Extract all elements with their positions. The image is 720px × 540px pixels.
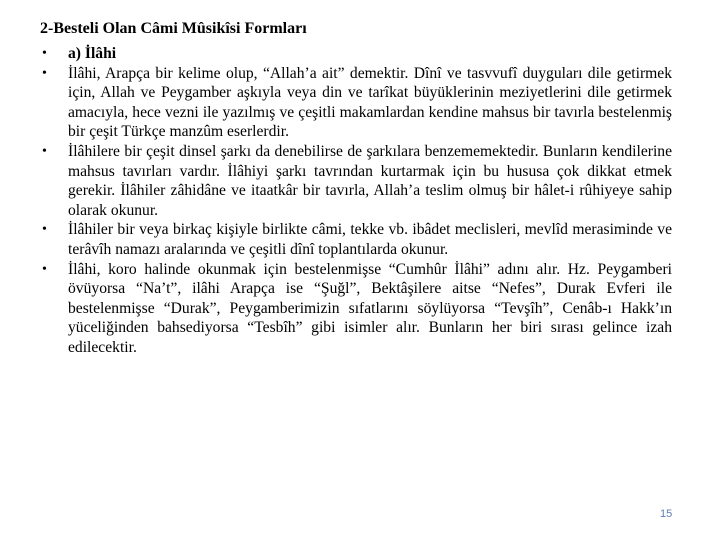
bullet-icon: • [42,46,47,61]
list-item [40,64,672,142]
list-item-text: a) İlâhi [68,45,117,62]
bullet-icon: • [42,222,47,238]
list-item [40,220,672,259]
list-item-text: İlâhilere bir çeşit dinsel şarkı da denebilirse de şarkılara benzememektedir. Bunların kendilerine mahsus tavırları vardır. İlâhiyi şarkı tavrından kurtarmak için bu hususa çok dikkat etmek gerekir. İlâhiler zâhidâne ve itaatkâr bir tavırla, Allah’a teslim olmuş bir hâlet-i rûhiyeye sahip olarak okunur. [68,142,672,219]
bullet-icon: • [42,65,47,81]
list-item-text: İlâhiler bir veya birkaç kişiyle birlikte câmi, tekke vb. ibâdet meclisleri, mevlîd merasiminde ve terâvîh namazı aralarında ve çeşitli dînî toplantılarda okunur. [68,221,672,258]
list-item [40,44,672,64]
page-number: 15 [660,508,673,520]
bullet-icon: • [42,143,47,159]
list-item [40,260,672,358]
bullet-list [40,44,672,358]
bullet-icon: • [42,261,47,277]
list-item-text: İlâhi, koro halinde okunmak için bestelenmişse “Cumhûr İlâhi” adını alır. Hz. Peygamberi övüyorsa “Na’t”, ilâhi Arapça ise “Şuğl”, Bektâşilere aitse “Nefes”, Durak Evferi ile bestelenmişse “Durak”, Peygamberimizin sıfatlarını söylüyorsa “Tevşîh”, Cenâb-ı Hakk’ın yüceliğinden bahsediyorsa “Tesbîh” gibi isimler alır. Bunların her biri sırası gelince izah edilecektir. [68,260,672,356]
slide-title: 2-Besteli Olan Câmi Mûsikîsi Formları [40,20,307,37]
list-item-text: İlâhi, Arapça bir kelime olup, “Allah’a ait” demektir. Dînî ve tasvvufî duyguları dile getirmek için, Allah ve Peygamber aşkıyla veya din ve tarîkat büyüklerinin meziyetlerini dile getirmek amacıyla, hece vezni ile yazılmış ve çeşitli makamlardan kendine mahsus bir tavırla bestelenmiş bir çeşit Türkçe manzûm eserlerdir. [68,64,672,141]
list-item [40,142,672,220]
